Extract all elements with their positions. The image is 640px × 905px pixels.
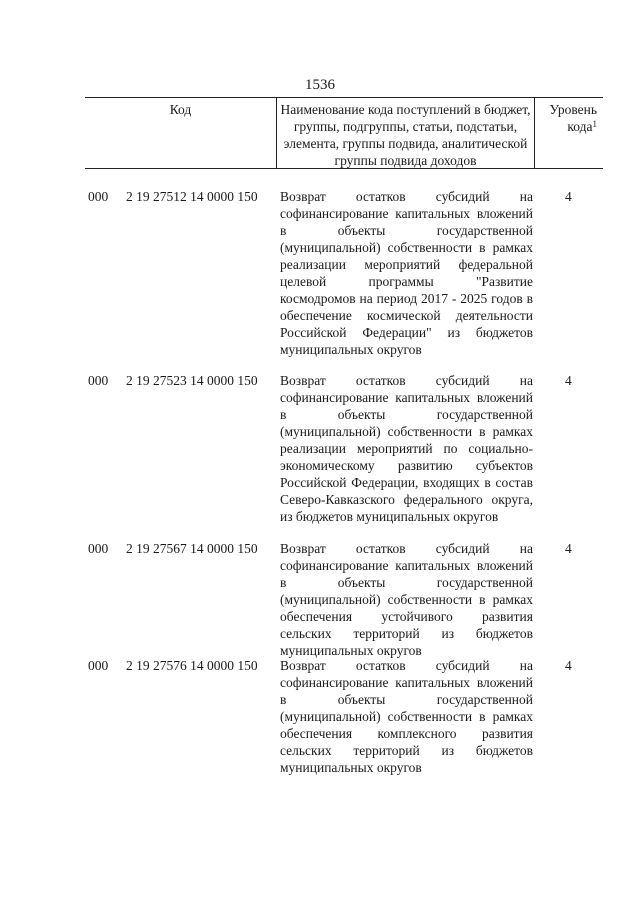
header-level-label: Уровень кода [549,102,597,134]
header-name: Наименование кода поступлений в бюджет, группы, подгруппы, статьи, подстатьи, элемента, группы подвида, аналитической группы подвида доходов [276,98,535,168]
revenue-code: 2 19 27523 14 0000 150 [126,373,258,388]
header-code: Код [169,102,192,117]
code-level: 4 [565,189,572,204]
admin-code: 000 [88,658,109,673]
revenue-code: 2 19 27512 14 0000 150 [126,189,258,204]
page-number: 1536 [305,77,335,93]
revenue-code: 2 19 27576 14 0000 150 [126,658,258,673]
code-level: 4 [565,658,572,673]
table-header [85,97,603,169]
revenue-name: Возврат остатков субсидий на софинансирование капитальных вложений в объекты государственной (муниципальной) собственности в рамках реализации мероприятий по социально-экономическому развитию субъектов Российской Федерации, входящих в состав Северо-Кавказского федерального округа, из бюджетов муниципальных округов [280,373,533,524]
revenue-code: 2 19 27567 14 0000 150 [126,541,258,556]
header-level [535,98,603,168]
code-level: 4 [565,373,572,388]
admin-code: 000 [88,189,109,204]
revenue-name: Возврат остатков субсидий на софинансирование капитальных вложений в объекты государственной (муниципальной) собственности в рамках обеспечения устойчивого развития сельских территорий из бюджетов муниципальных округов [280,541,533,658]
admin-code: 000 [88,373,109,388]
revenue-name: Возврат остатков субсидий на софинансирование капитальных вложений в объекты государственной (муниципальной) собственности в рамках обеспечения комплексного развития сельских территорий из бюджетов муниципальных округов [280,658,533,775]
code-level: 4 [565,541,572,556]
admin-code: 000 [88,541,109,556]
revenue-name: Возврат остатков субсидий на софинансирование капитальных вложений в объекты государственной (муниципальной) собственности в рамках реализации мероприятий федеральной целевой программы "Развитие космодромов на период 2017 - 2025 годов в обеспечение космической деятельности Российской Федерации" из бюджетов муниципальных округов [280,189,533,357]
header-level-footnote: 1 [592,119,597,129]
